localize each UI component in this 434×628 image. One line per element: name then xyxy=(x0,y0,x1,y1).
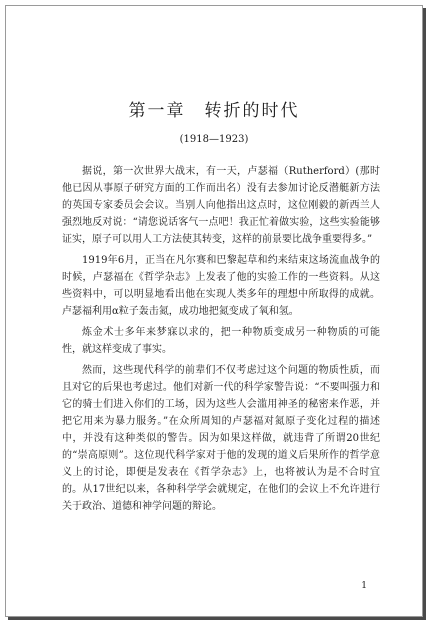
page-number: 1 xyxy=(361,581,367,591)
chapter-years: (1918—1923) xyxy=(179,134,249,145)
paragraph-2: 1919年6月，正当在凡尔赛和巴黎起草和约来结束这场流血战争的时候，卢瑟福在《哲学杂志》上发表了他的实验工作的一些资料。从这些资料中，可以明显地看出他在实现人类多年的理想中所取得的成就。卢瑟福利用α粒子轰击氮，成功地把氮变成了氧和氢。 xyxy=(62,255,380,317)
paragraph-4: 然而，这些现代科学的前辈们不仅考虑过这个问题的物质性质，而且对它的后果也考虑过。他们对新一代的科学家警告说：“不要叫强力和它的骑士们进入你们的工场，因为这些人会滥用神圣的秘密来作恶，并把它用来为暴力服务。”在众所周知的卢瑟福对氮原子变化过程的描述中，并没有这种类似的警告。因为如果这样做，就违背了所谓20世纪的“崇高原则”。这位现代科学家对于他的发现的道义后果所作的哲学意义上的讨论，即便是发表在《哲学杂志》上，也将被认为是不合时宜的。从17世纪以来，各种科学学会就规定，在他们的会议上不允许进行关于政治、道德和神学问题的辩论。 xyxy=(62,365,380,512)
chapter-title: 第一章 转折的时代 xyxy=(128,101,300,121)
paragraph-1: 据说，第一次世界大战末，有一天，卢瑟福（Rutherford）(那时他已因从事原子研究方面的工作而出名）没有去参加讨论反潜艇新方法的英国专家委员会会议。当别人向他指出这点时，这位刚毅的新西兰人强烈地反对说：“请您说话客气一点吧！我正忙着做实验，这些实验能够证实，原子可以用人工方法使其转变，这样的前景要比战争重要得多。” xyxy=(62,166,380,245)
paragraph-3: 炼金术士多年来梦寐以求的，把一种物质变成另一种物质的可能性，就这样变成了事实。 xyxy=(62,327,380,355)
book-page xyxy=(5,5,423,617)
body-text xyxy=(62,163,380,519)
